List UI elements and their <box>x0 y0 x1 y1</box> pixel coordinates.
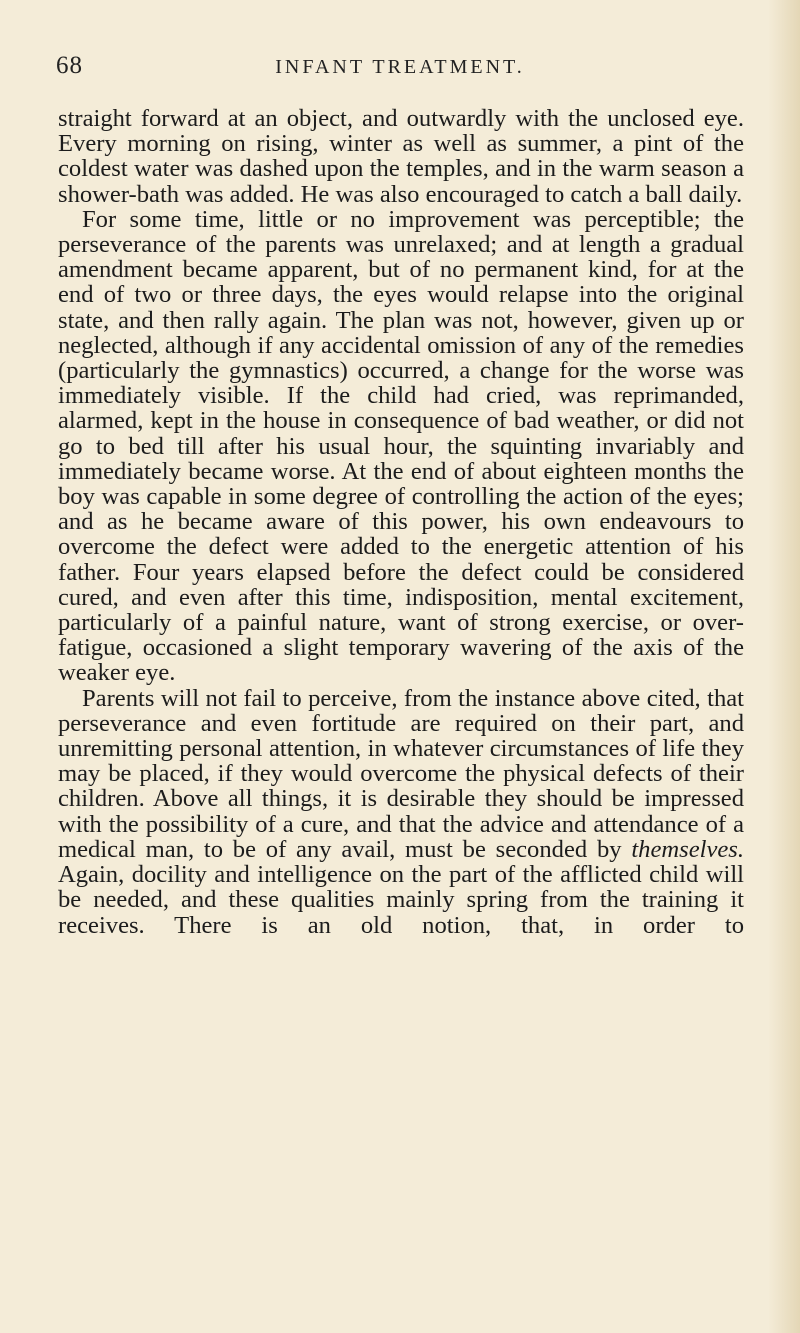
paragraph-1: straight forward at an object, and outwardly with the unclosed eye. Every morning on rising, winter as well as summer, a pint of the coldest water was dashed upon the temples, and in the warm season a shower-bath was added. He was also encouraged to catch a ball daily. <box>58 105 744 208</box>
paragraph-3-emphasis: themselves. <box>631 835 744 863</box>
paragraph-3-text-after: Again, docility and intelligence on the part of the afflicted child will be needed, and these qualities mainly spring from the training it receives. There is an old notion, that, in order to <box>58 861 744 939</box>
paragraph-3 <box>58 686 744 938</box>
page-number: 68 <box>56 52 83 79</box>
page-header <box>56 52 744 82</box>
running-title: INFANT TREATMENT. <box>275 56 525 78</box>
paragraph-3-text-before: Parents will not fail to perceive, from the instance above cited, that perseverance and even fortitude are required on their part, and unremitting personal attention, in whatever circumstances of life they may be placed, if they would overcome the physical defects of their children. Above all things, it is desirable they should be impressed with the possibility of a cure, and that the advice and attendance of a medical man, to be of any avail, must be seconded by <box>58 684 744 863</box>
body-text <box>58 106 744 938</box>
paragraph-2: For some time, little or no improvement was perceptible; the perseverance of the parents was unrelaxed; and at length a gradual amendment became apparent, but of no permanent kind, for at the end of two or three days, the eyes would relapse into the original state, and then rally again. The plan was not, however, given up or neglected, although if any accidental omission of any of the remedies (particularly the gymnastics) occurred, a change for the worse was immediately visible. If the child had cried, was reprimanded, alarmed, kept in the house in consequence of bad weather, or did not go to bed till after his usual hour, the squinting invariably and immediately became worse. At the end of about eighteen months the boy was capable in some degree of controlling the action of the eyes; and as he became aware of this power, his own endeavours to overcome the defect were added to the energetic attention of his father. Four years elapsed before the defect could be considered cured, and even after this time, indisposition, mental excitement, particularly of a painful nature, want of strong exercise, or over-fatigue, occasioned a slight temporary wavering of the axis of the weaker eye. <box>58 205 744 687</box>
